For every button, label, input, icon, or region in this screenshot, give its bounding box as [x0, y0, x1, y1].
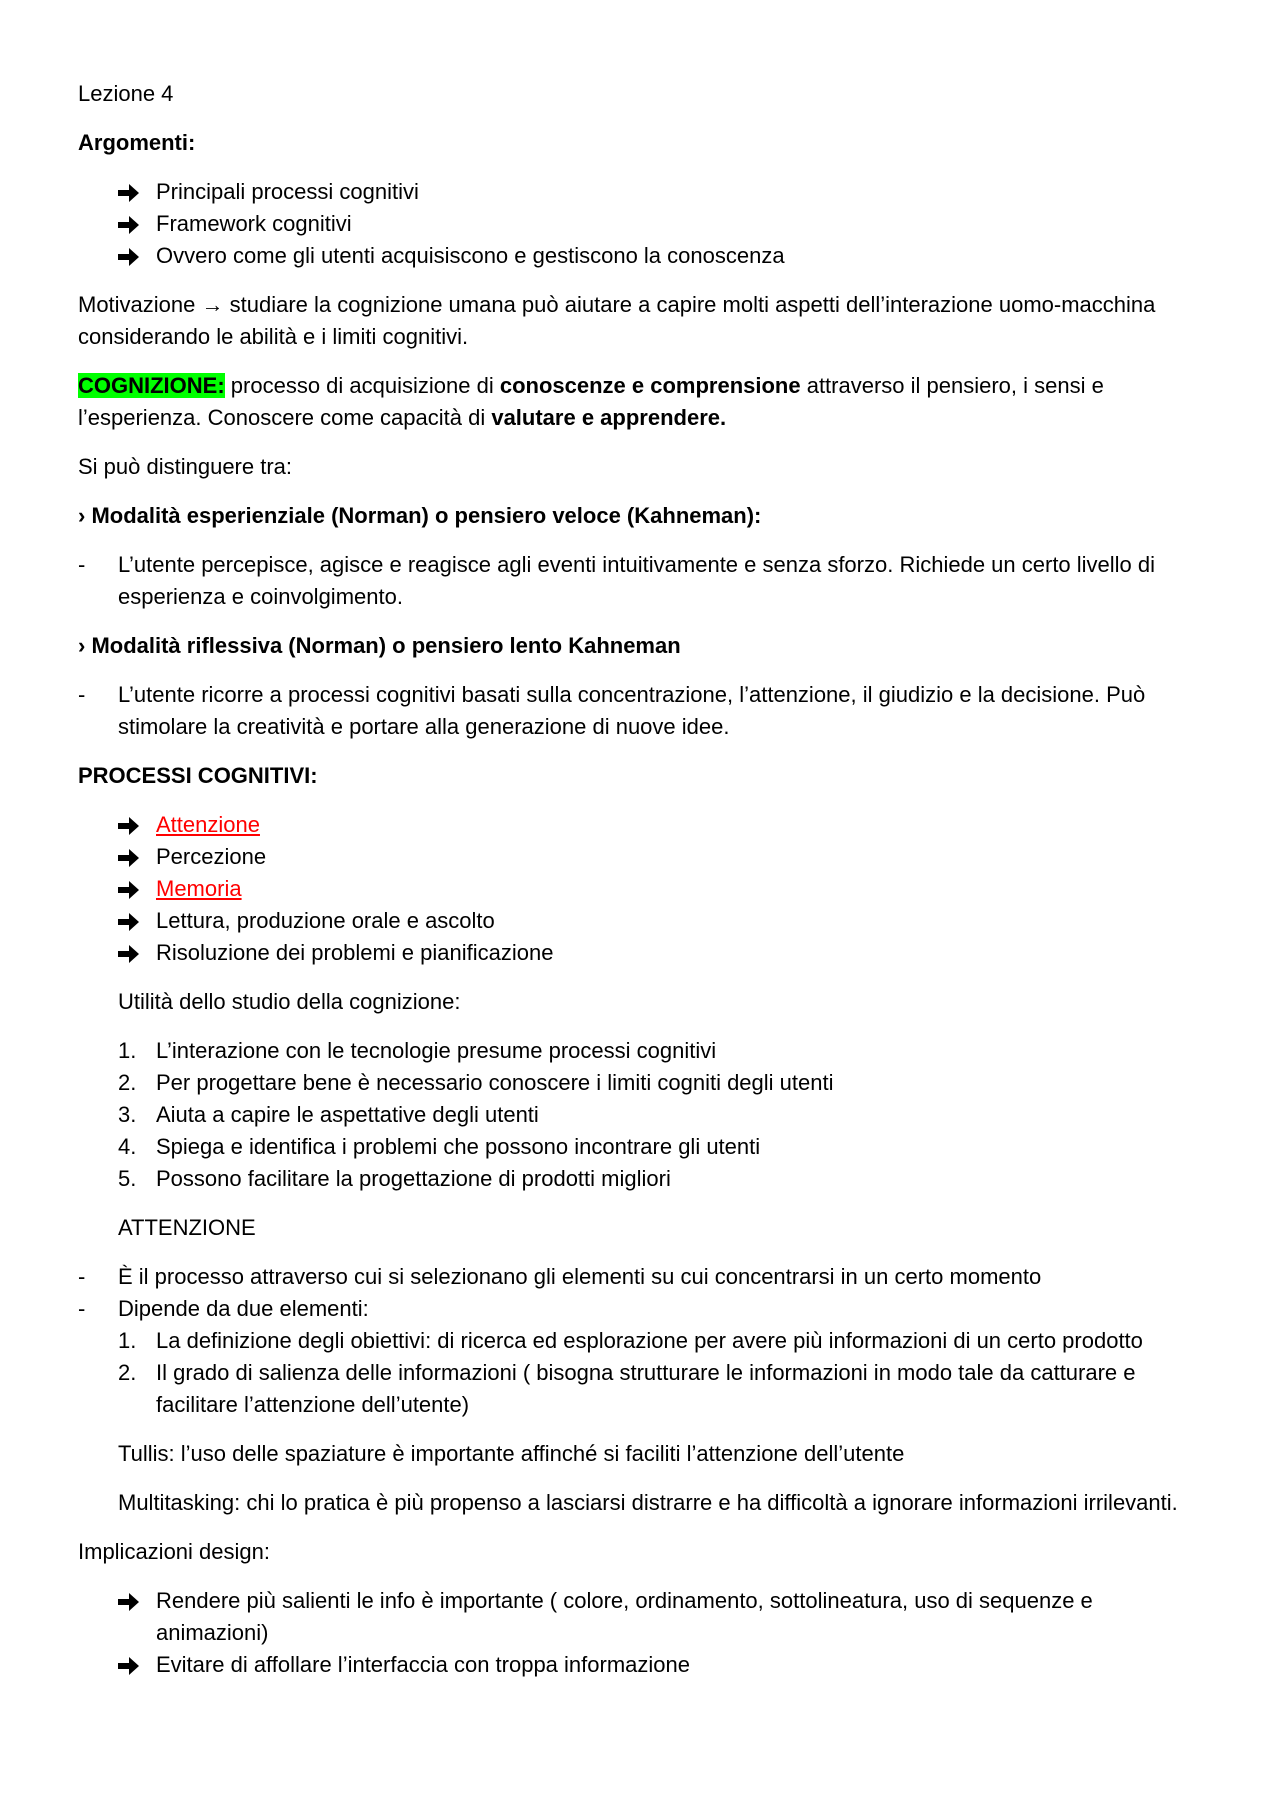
- list-item: 5. Possono facilitare la progettazione di prodotti migliori: [118, 1166, 671, 1191]
- cognizione-highlight: COGNIZIONE:: [78, 373, 225, 398]
- multitasking-paragraph: Multitasking: chi lo pratica è più propenso a lasciarsi distrarre e ha difficoltà a ignorare informazioni irrilevanti.: [118, 1490, 1178, 1515]
- list-item: - È il processo attraverso cui si selezionano gli elementi su cui concentrarsi in un certo momento: [78, 1264, 1042, 1289]
- attenzione-heading: ATTENZIONE: [118, 1215, 256, 1240]
- list-item: Framework cognitivi: [78, 208, 1198, 240]
- right-arrow-icon: [118, 1585, 148, 1612]
- list-item: Risoluzione dei problemi e pianificazione: [78, 937, 1198, 969]
- right-arrow-icon: [118, 208, 148, 235]
- list-item: Principali processi cognitivi: [78, 176, 1198, 208]
- attenzione-list: [78, 1261, 1198, 1421]
- lesson-title: Lezione 4: [78, 81, 174, 106]
- modalita-riflessiva-list: [78, 679, 1198, 743]
- cognizione-paragraph: COGNIZIONE: processo di acquisizione di conoscenze e comprensione attraverso il pensiero, i sensi e l’esperienza. Conoscere come capacità di valutare e apprendere.: [78, 373, 1104, 430]
- right-arrow-icon: [118, 176, 148, 203]
- list-item: - L’utente ricorre a processi cognitivi basati sulla concentrazione, l’attenzione, il giudizio e la decisione. Può stimolare la creatività e portare alla generazione di nuove idee.: [78, 682, 1146, 739]
- list-item: 3. Aiuta a capire le aspettative degli utenti: [118, 1102, 539, 1127]
- argomenti-list: [78, 176, 1198, 272]
- right-arrow-icon: [118, 937, 148, 964]
- utilita-list: [78, 1035, 1198, 1195]
- modalita-esperienziale-list: [78, 549, 1198, 613]
- list-item: Lettura, produzione orale e ascolto: [78, 905, 1198, 937]
- right-arrow-icon: [118, 240, 148, 267]
- arrow-glyph: →: [201, 292, 224, 317]
- attenzione-sub-list: [118, 1325, 1198, 1421]
- modalita-esperienziale-heading: › Modalità esperienziale (Norman) o pensiero veloce (Kahneman):: [78, 503, 762, 528]
- list-item: [78, 809, 1198, 841]
- right-arrow-icon: [118, 873, 148, 900]
- list-item: Evitare di affollare l’interfaccia con troppa informazione: [78, 1649, 1198, 1681]
- list-item: 1. L’interazione con le tecnologie presume processi cognitivi: [118, 1038, 717, 1063]
- document-page: [78, 78, 1198, 1698]
- tullis-paragraph: Tullis: l’uso delle spaziature è importante affinché si faciliti l’attenzione dell’utente: [118, 1441, 905, 1466]
- motivazione-paragraph: Motivazione → studiare la cognizione umana può aiutare a capire molti aspetti dell’interazione uomo-macchina considerando le abilità e i limiti cognitivi.: [78, 292, 1156, 349]
- list-item: Percezione: [78, 841, 1198, 873]
- modalita-riflessiva-heading: › Modalità riflessiva (Norman) o pensiero lento Kahneman: [78, 633, 681, 658]
- memoria-link[interactable]: Memoria: [156, 876, 242, 901]
- list-item: Rendere più salienti le info è importante ( colore, ordinamento, sottolineatura, uso di sequenze e animazioni): [78, 1585, 1198, 1649]
- utilita-heading: Utilità dello studio della cognizione:: [118, 989, 461, 1014]
- list-item: - L’utente percepisce, agisce e reagisce agli eventi intuitivamente e senza sforzo. Richiede un certo livello di esperienza e coinvolgimento.: [78, 552, 1156, 609]
- list-item: - Dipende da due elementi: 1. La definizione degli obiettivi: di ricerca ed esplorazione per avere più informazioni di un certo prodotto 2. Il grado di salienza delle informazioni ( bisogna strutturare le informazioni in modo tale da catturare e facilitare l’attenzione dell’utente): [78, 1293, 1198, 1421]
- list-item: 2. Il grado di salienza delle informazioni ( bisogna strutturare le informazioni in modo tale da catturare e facilitare l’attenzione dell’utente): [118, 1360, 1136, 1417]
- implicazioni-list: [78, 1585, 1198, 1681]
- list-item: 2. Per progettare bene è necessario conoscere i limiti cogniti degli utenti: [118, 1070, 834, 1095]
- list-item: 4. Spiega e identifica i problemi che possono incontrare gli utenti: [118, 1134, 761, 1159]
- right-arrow-icon: [118, 841, 148, 868]
- list-item: [78, 873, 1198, 905]
- processi-heading: PROCESSI COGNITIVI:: [78, 763, 318, 788]
- right-arrow-icon: [118, 809, 148, 836]
- list-item: 1. La definizione degli obiettivi: di ricerca ed esplorazione per avere più informazioni di un certo prodotto: [118, 1328, 1143, 1353]
- argomenti-heading: Argomenti:: [78, 130, 196, 155]
- list-item: Ovvero come gli utenti acquisiscono e gestiscono la conoscenza: [78, 240, 1198, 272]
- processi-list: [78, 809, 1198, 969]
- implicazioni-heading: Implicazioni design:: [78, 1539, 270, 1564]
- distinguere-text: Si può distinguere tra:: [78, 454, 293, 479]
- right-arrow-icon: [118, 1649, 148, 1676]
- right-arrow-icon: [118, 905, 148, 932]
- attenzione-link[interactable]: Attenzione: [156, 812, 260, 837]
